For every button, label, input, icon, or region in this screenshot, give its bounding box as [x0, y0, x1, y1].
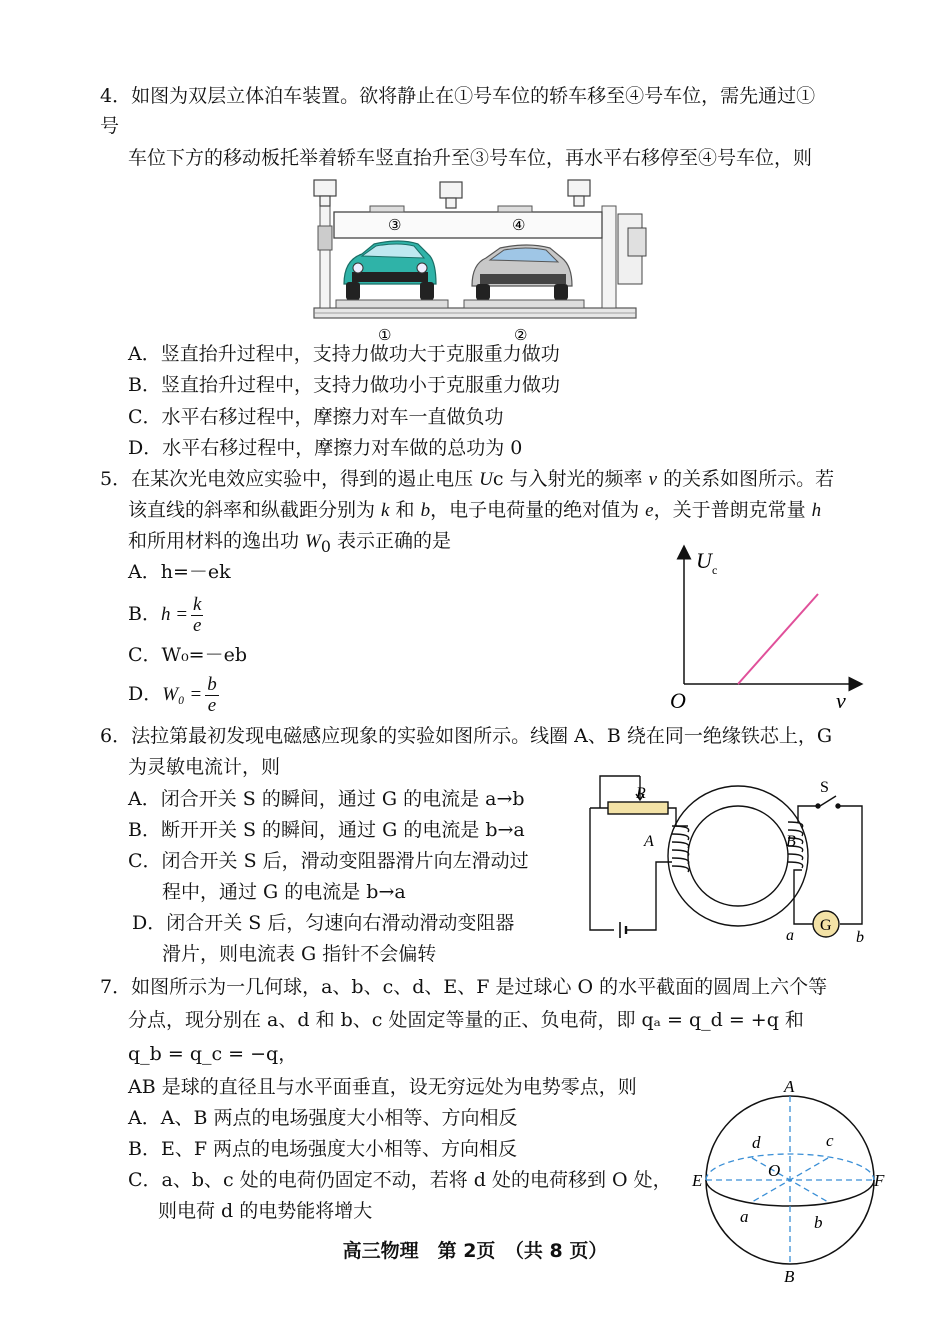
- q7-stem-line1: 7．如图所示为一几何球，a、b、c、d、E、F 是过球心 O 的水平截面的圆周上六个等: [100, 976, 828, 998]
- left-post: [320, 206, 330, 308]
- q7-option-c-line2: 则电荷 d 的电势能将增大: [158, 1200, 373, 1222]
- label-g: G: [820, 917, 832, 934]
- page-footer: 高三物理 第 2页 （共 8 页）: [342, 1240, 608, 1262]
- q6-option-a: A．闭合开关 S 的瞬间，通过 G 的电流是 a→b: [128, 788, 525, 810]
- q7-option-b: B．E、F 两点的电场强度大小相等、方向相反: [128, 1138, 518, 1160]
- q6-option-d-line2: 滑片，则电流表 G 指针不会偏转: [162, 943, 437, 965]
- y-axis-label: U: [696, 548, 712, 573]
- label-a: a: [786, 927, 794, 944]
- label-r: R: [636, 785, 646, 802]
- q5-stem-line1: 5．在某次光电效应实验中，得到的遏止电压 Uc 与入射光的频率 ν 的关系如图所示。若: [100, 468, 835, 490]
- q7-stem-line3: q_b = q_c = −q，: [128, 1043, 298, 1065]
- label-c: c: [826, 1131, 834, 1150]
- q7-stem-line4: AB 是球的直径且与水平面垂直，设无穷远处为电势零点，则: [128, 1076, 637, 1098]
- q6-option-b: B．断开开关 S 的瞬间，通过 G 的电流是 b→a: [128, 819, 525, 841]
- label-s: S: [820, 779, 829, 796]
- q6-stem-line2: 为灵敏电流计，则: [128, 756, 281, 778]
- teal-car: [344, 241, 436, 300]
- label-o: O: [768, 1161, 781, 1180]
- q4-option-d: D．水平右移过程中，摩擦力对车做的总功为 0: [128, 437, 523, 459]
- q4-stem-line3: 车位下方的移动板托举着轿车竖直抬升至③号车位，再水平右移停至④号车位，则: [128, 147, 813, 169]
- x-axis-label: ν: [836, 688, 846, 713]
- slot-2-label: ②: [514, 326, 528, 344]
- coil-a: [672, 826, 689, 872]
- rheostat: [608, 802, 668, 814]
- uc-line: [738, 594, 818, 684]
- q6-option-c-line1: C．闭合开关 S 后，滑动变阻器滑片向左滑动过: [128, 850, 529, 872]
- q4-stem-line2: 号: [100, 115, 120, 137]
- switch-s: [820, 796, 836, 806]
- q6-option-c-line2: 程中，通过 G 的电流是 b→a: [162, 881, 406, 903]
- label-coil-a: A: [644, 833, 654, 850]
- slot-3-label: ③: [388, 216, 402, 234]
- q5-option-a: A．h=－ek: [128, 561, 231, 583]
- q7-option-a: A．A、B 两点的电场强度大小相等、方向相反: [128, 1107, 518, 1129]
- slot-4-label: ④: [512, 216, 526, 234]
- upper-platform: [334, 212, 602, 238]
- q7-option-c-line1: C．a、b、c 处的电荷仍固定不动，若将 d 处的电荷移到 O 处，: [128, 1169, 672, 1191]
- label-b-bottom: B: [784, 1267, 795, 1286]
- label-a-top: A: [784, 1077, 795, 1096]
- q6-option-d-line1: D．闭合开关 S 后，匀速向右滑动滑动变阻器: [132, 912, 515, 934]
- label-d: d: [752, 1133, 761, 1152]
- label-b-lower: b: [814, 1213, 823, 1232]
- q4-option-a: A．竖直抬升过程中，支持力做功大于克服重力做功: [128, 343, 560, 365]
- q5-option-d: D．W₀ = $\frac{b}{e}$: [128, 673, 217, 716]
- parking-garage-figure: [300, 172, 660, 344]
- lift-motors: [314, 180, 590, 208]
- q6-stem-line1: 6．法拉第最初发现电磁感应现象的实验如图所示。线圈 A、B 绕在同一绝缘铁芯上，G: [100, 725, 833, 747]
- q5-stem-line2: 该直线的斜率和纵截距分别为 k 和 b，电子电荷量的绝对值为 e，关于普朗克常量 h: [128, 499, 822, 521]
- q5-stem-line3: 和所用材料的逸出功 $W_0$ 表示正确的是: [128, 530, 451, 556]
- q4-option-b: B．竖直抬升过程中，支持力做功小于克服重力做功: [128, 374, 560, 396]
- right-post: [602, 206, 616, 308]
- toroid-outer: [668, 786, 808, 926]
- q5-option-b: B．h = $\frac{k}{e}$: [128, 593, 202, 636]
- faraday-circuit-figure: [580, 766, 880, 950]
- q7-stem-line2: 分点，现分别在 a、d 和 b、c 处固定等量的正、负电荷，即 qₐ = q_d = +q 和: [128, 1009, 804, 1031]
- slot-1-label: ①: [378, 326, 392, 344]
- q4-stem-line1: 4．如图为双层立体泊车装置。欲将静止在①号车位的轿车移至④号车位，需先通过①: [100, 85, 816, 107]
- uc-nu-graph: [660, 540, 870, 720]
- label-f: F: [874, 1171, 885, 1190]
- label-e: E: [692, 1171, 703, 1190]
- q5-option-c: C．W₀=－eb: [128, 644, 248, 666]
- label-b: b: [856, 929, 864, 946]
- origin-label: O: [670, 688, 686, 713]
- label-coil-b: B: [786, 833, 796, 850]
- y-axis-subscript: c: [712, 563, 718, 577]
- grey-car: [472, 245, 572, 300]
- toroid-inner: [688, 806, 788, 906]
- q4-option-c: C．水平右移过程中，摩擦力对车一直做负功: [128, 406, 504, 428]
- label-a-lower: a: [740, 1207, 749, 1226]
